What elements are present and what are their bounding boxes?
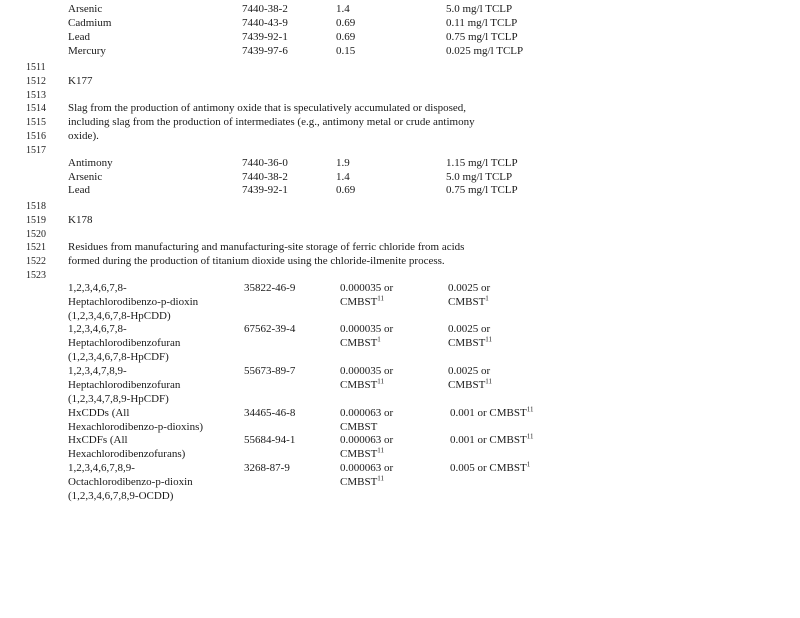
footnote-marker: 1 bbox=[485, 294, 489, 303]
nonwastewater-standard: CMBST$^{11}$ bbox=[448, 335, 493, 349]
constituent-name: Heptachlorodibenzo-p-dioxin bbox=[68, 296, 199, 308]
nonwastewater-standard: 0.001 or CMBST$^{11}$ bbox=[450, 432, 534, 446]
footnote-marker: 11 bbox=[526, 432, 534, 441]
constituent-name: (1,2,3,4,6,7,8-HpCDF) bbox=[68, 351, 169, 363]
cas-number: 7440-38-2 bbox=[242, 171, 288, 183]
constituent-name: Mercury bbox=[68, 45, 106, 57]
wastewater-standard: 0.000063 or bbox=[340, 434, 394, 446]
footnote-marker: 11 bbox=[485, 377, 493, 386]
wastewater-standard: 0.000063 or bbox=[340, 407, 394, 419]
nonwastewater-standard: 0.75 mg/l TCLP bbox=[446, 31, 518, 43]
nonwastewater-standard: 0.0025 or bbox=[448, 323, 491, 335]
constituent-name: Hexachlorodibenzo-p-dioxins) bbox=[68, 421, 204, 433]
wastewater-standard: 1.4 bbox=[336, 171, 350, 183]
wastewater-standard: 1.9 bbox=[336, 157, 350, 169]
wastewater-standard: 0.000035 or bbox=[340, 282, 394, 294]
cas-number: 3268-87-9 bbox=[244, 462, 290, 474]
nonwastewater-standard: 0.0025 or bbox=[448, 365, 491, 377]
line-number: 1511 bbox=[26, 62, 46, 73]
nonwastewater-standard: 5.0 mg/l TCLP bbox=[446, 3, 513, 15]
wastewater-standard: CMBST$^{11}$ bbox=[340, 446, 385, 460]
cas-number: 35822-46-9 bbox=[244, 282, 296, 294]
wastewater-standard: 0.69 bbox=[336, 184, 356, 196]
waste-code-k178: K178 bbox=[68, 214, 93, 226]
footnote-marker: 1 bbox=[377, 335, 381, 344]
nonwastewater-standard: 0.025 mg/l TCLP bbox=[446, 45, 524, 57]
footnote-marker: 11 bbox=[485, 335, 493, 344]
constituent-name: 1,2,3,4,6,7,8- bbox=[68, 282, 127, 294]
cas-number: 34465-46-8 bbox=[244, 407, 296, 419]
nonwastewater-standard: 1.15 mg/l TCLP bbox=[446, 157, 518, 169]
cas-number: 55673-89-7 bbox=[244, 365, 296, 377]
constituent-name: (1,2,3,4,6,7,8-HpCDD) bbox=[68, 310, 171, 322]
footnote-marker: 1 bbox=[526, 460, 531, 469]
cas-number: 7439-92-1 bbox=[242, 31, 288, 43]
line-number: 1515 bbox=[26, 117, 46, 128]
constituent-name: Hexachlorodibenzofurans) bbox=[68, 448, 186, 460]
nonwastewater-standard: 0.005 or CMBST$^1$ bbox=[450, 460, 531, 474]
footnote-marker: 11 bbox=[377, 377, 385, 386]
wastewater-standard: 0.000035 or bbox=[340, 365, 394, 377]
constituent-name: HxCDDs (All bbox=[68, 407, 130, 419]
wastewater-standard: 0.69 bbox=[336, 17, 356, 29]
nonwastewater-standard: 5.0 mg/l TCLP bbox=[446, 171, 513, 183]
waste-code-k177: K177 bbox=[68, 75, 93, 87]
line-number: 1520 bbox=[26, 229, 46, 240]
constituent-name: Arsenic bbox=[68, 171, 103, 183]
line-number: 1517 bbox=[26, 145, 46, 156]
nonwastewater-standard: 0.0025 or bbox=[448, 282, 491, 294]
nonwastewater-standard: 0.11 mg/l TCLP bbox=[446, 17, 518, 29]
constituent-name: Lead bbox=[68, 184, 90, 196]
line-number: 1523 bbox=[26, 270, 46, 281]
constituent-name: Octachlorodibenzo-p-dioxin bbox=[68, 476, 193, 488]
cas-number: 7439-92-1 bbox=[242, 184, 288, 196]
k177-description-line: including slag from the production of intermediates (e.g., antimony metal or crude antimony bbox=[68, 116, 475, 128]
cas-number: 7440-38-2 bbox=[242, 3, 288, 15]
wastewater-standard: 0.69 bbox=[336, 31, 356, 43]
line-number: 1512 bbox=[26, 76, 46, 87]
k177-description-line: Slag from the production of antimony oxide that is speculatively accumulated or disposed, bbox=[68, 102, 467, 114]
wastewater-standard: CMBST$^{11}$ bbox=[340, 474, 385, 488]
nonwastewater-standard: CMBST$^{11}$ bbox=[448, 377, 493, 391]
line-number: 1518 bbox=[26, 201, 46, 212]
constituent-name: (1,2,3,4,7,8,9-HpCDF) bbox=[68, 393, 169, 405]
constituent-name: Arsenic bbox=[68, 3, 103, 15]
line-number: 1513 bbox=[26, 90, 46, 101]
footnote-marker: 11 bbox=[377, 446, 385, 455]
constituent-name: 1,2,3,4,6,7,8,9- bbox=[68, 462, 135, 474]
wastewater-standard: CMBST bbox=[340, 421, 378, 433]
wastewater-standard: CMBST$^{11}$ bbox=[340, 294, 385, 308]
nonwastewater-standard: 0.001 or CMBST$^{11}$ bbox=[450, 405, 534, 419]
constituent-name: 1,2,3,4,7,8,9- bbox=[68, 365, 127, 377]
constituent-name: Heptachlorodibenzofuran bbox=[68, 337, 181, 349]
wastewater-standard: CMBST$^1$ bbox=[340, 335, 381, 349]
line-number: 1522 bbox=[26, 256, 46, 267]
cas-number: 7440-36-0 bbox=[242, 157, 288, 169]
constituent-name: Lead bbox=[68, 31, 90, 43]
constituent-name: 1,2,3,4,6,7,8- bbox=[68, 323, 127, 335]
cas-number: 55684-94-1 bbox=[244, 434, 296, 446]
footnote-marker: 11 bbox=[526, 405, 534, 414]
cas-number: 7440-43-9 bbox=[242, 17, 288, 29]
footnote-marker: 11 bbox=[377, 294, 385, 303]
line-number: 1519 bbox=[26, 215, 46, 226]
k178-description-line: Residues from manufacturing and manufacturing-site storage of ferric chloride from acids bbox=[68, 241, 465, 253]
wastewater-standard: 1.4 bbox=[336, 3, 350, 15]
k178-description-line: formed during the production of titanium dioxide using the chloride-ilmenite process. bbox=[68, 255, 445, 267]
wastewater-standard: 0.000035 or bbox=[340, 323, 394, 335]
constituent-name: HxCDFs (All bbox=[68, 434, 128, 446]
constituent-name: Antimony bbox=[68, 157, 113, 169]
wastewater-standard: 0.15 bbox=[336, 45, 356, 57]
footnote-marker: 11 bbox=[377, 474, 385, 483]
k177-description-line: oxide). bbox=[68, 130, 99, 142]
line-number: 1516 bbox=[26, 131, 46, 142]
constituent-name: Heptachlorodibenzofuran bbox=[68, 379, 181, 391]
wastewater-standard: CMBST$^{11}$ bbox=[340, 377, 385, 391]
cas-number: 7439-97-6 bbox=[242, 45, 288, 57]
cas-number: 67562-39-4 bbox=[244, 323, 296, 335]
constituent-name: Cadmium bbox=[68, 17, 112, 29]
nonwastewater-standard: CMBST$^1$ bbox=[448, 294, 489, 308]
constituent-name: (1,2,3,4,6,7,8,9-OCDD) bbox=[68, 490, 174, 502]
line-number: 1521 bbox=[26, 242, 46, 253]
nonwastewater-standard: 0.75 mg/l TCLP bbox=[446, 184, 518, 196]
line-number: 1514 bbox=[26, 103, 46, 114]
wastewater-standard: 0.000063 or bbox=[340, 462, 394, 474]
